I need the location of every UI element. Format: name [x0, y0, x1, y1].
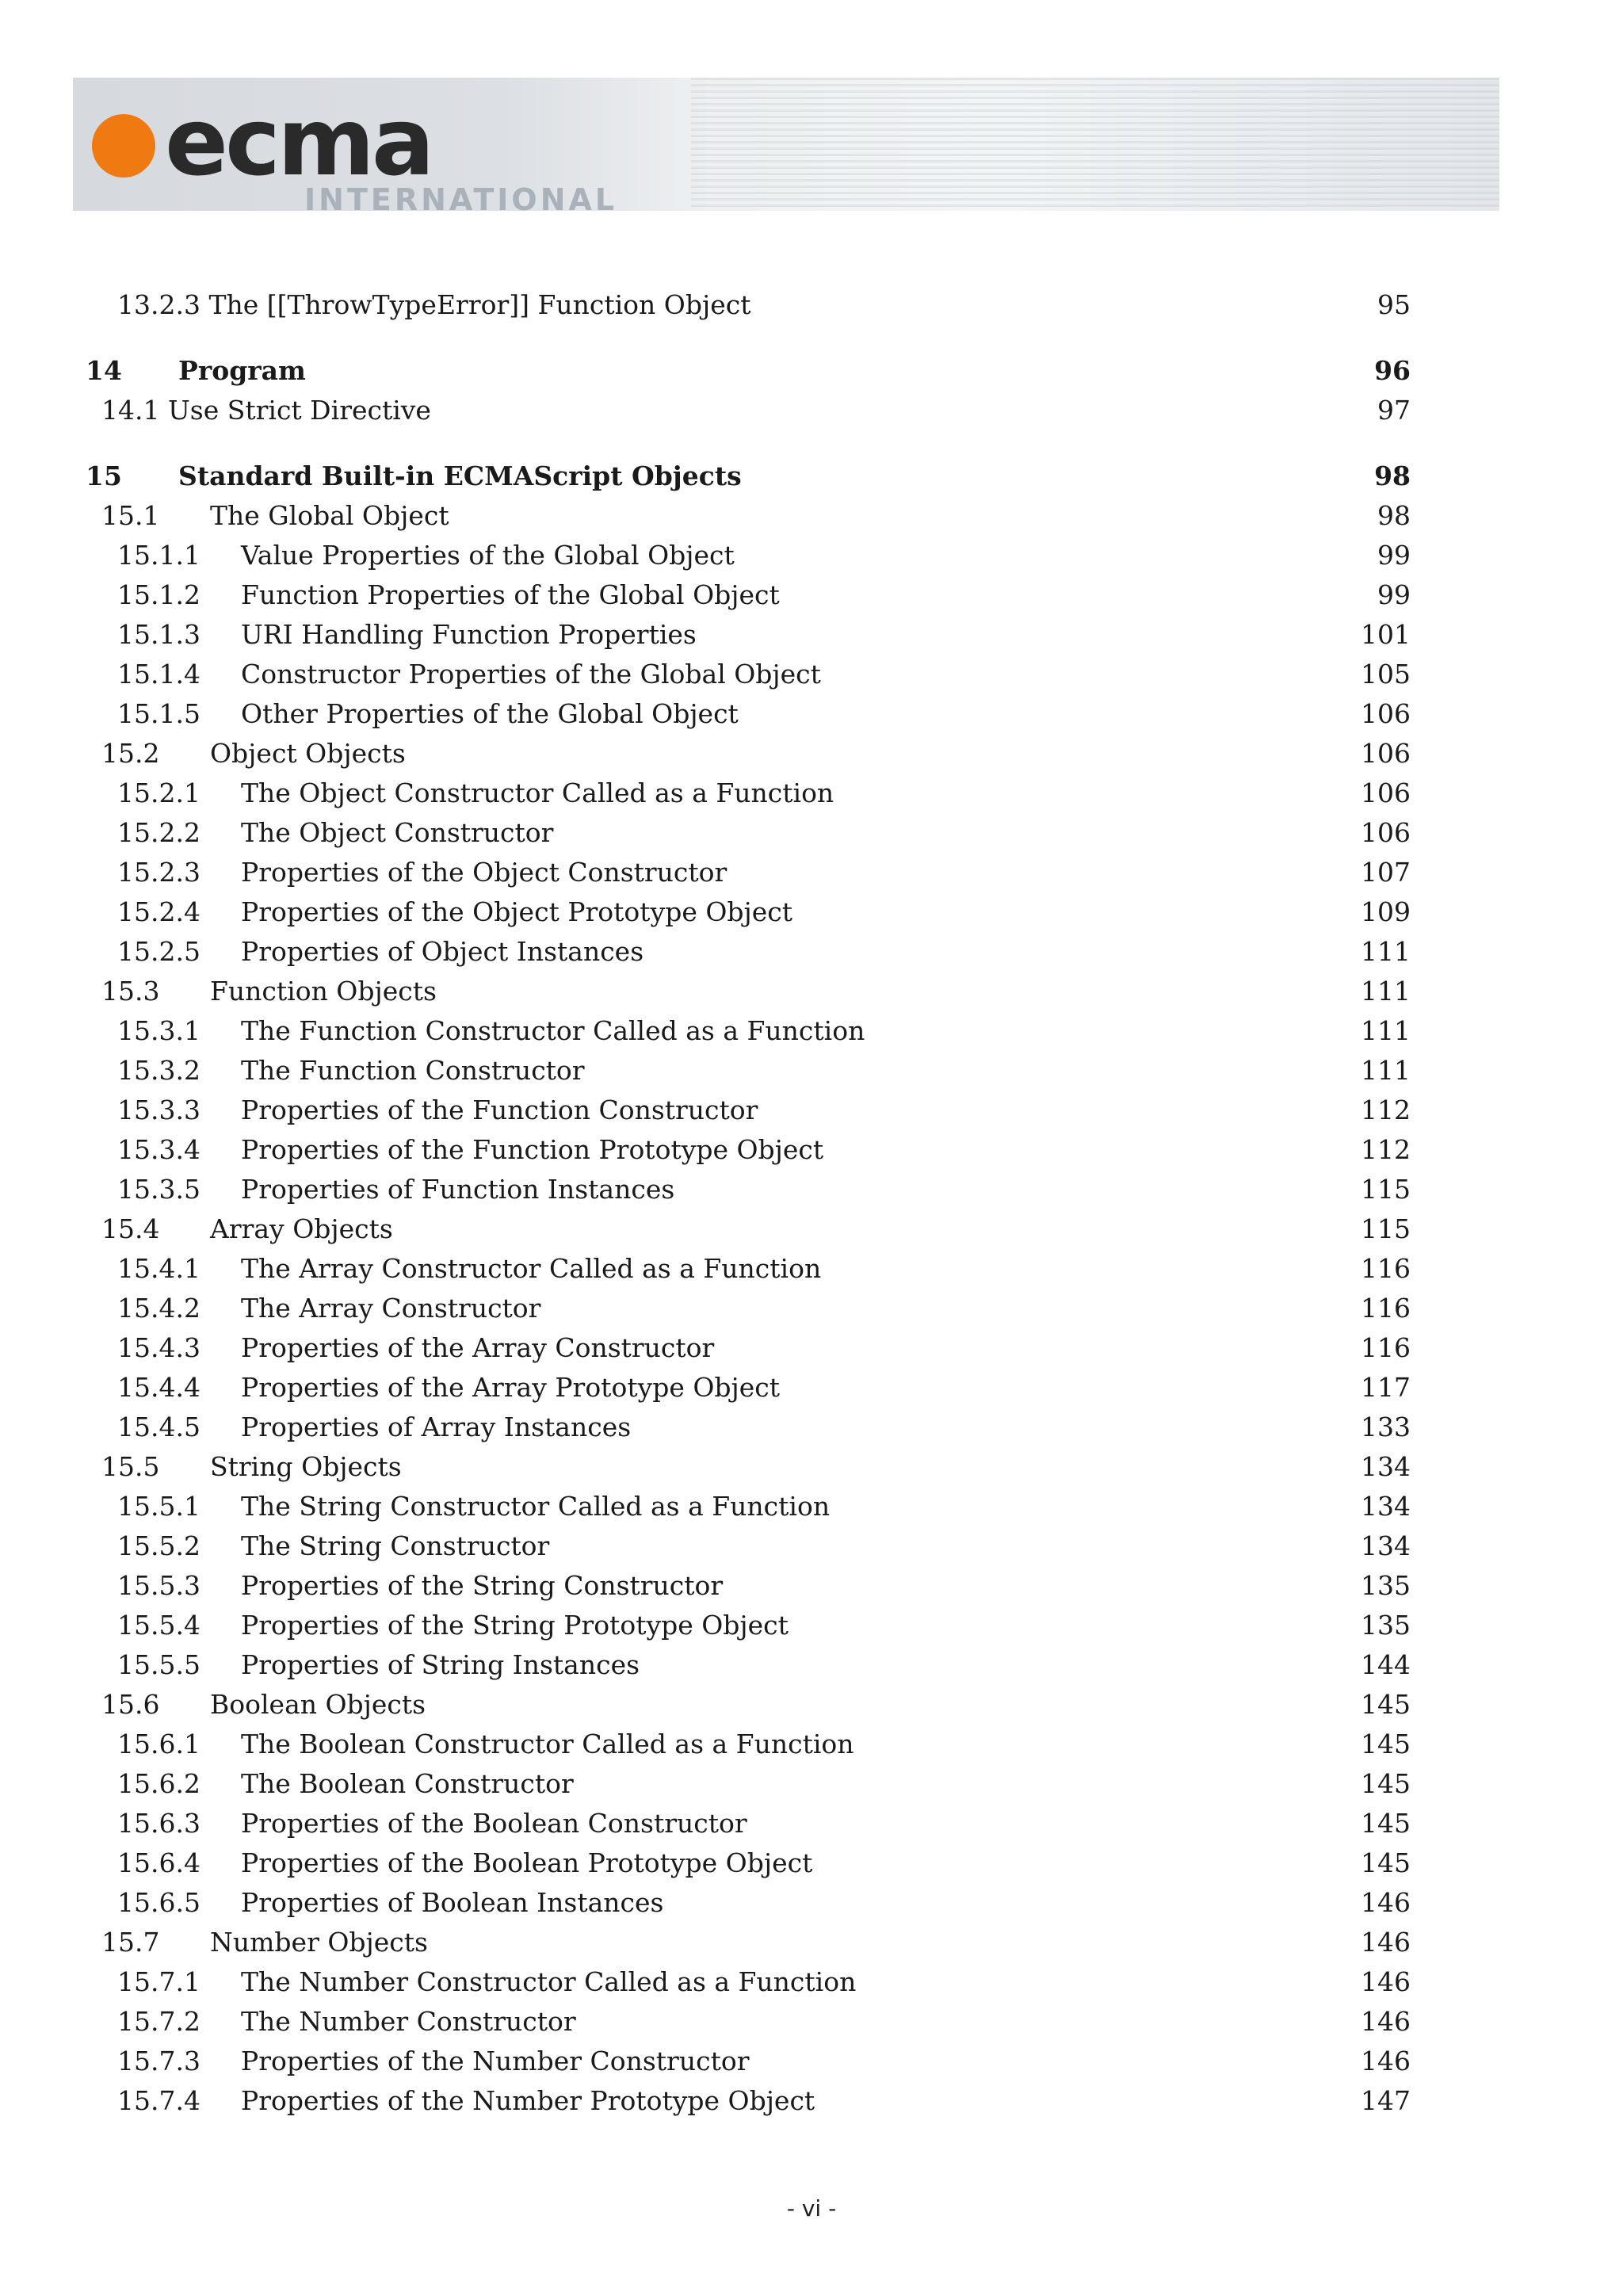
toc-page-number: 134: [1361, 1451, 1411, 1482]
toc-entry-row[interactable]: [0, 1289, 1623, 1328]
toc-section-title: Properties of the Boolean Constructor: [241, 1808, 747, 1839]
toc-section-title: Properties of the String Constructor: [241, 1570, 724, 1601]
toc-section-number: 15.6.2: [117, 1768, 200, 1799]
toc-section-title: Array Objects: [210, 1213, 393, 1244]
toc-section-number: 15.7.1: [117, 1966, 200, 1997]
toc-entry-row[interactable]: [0, 391, 1623, 430]
toc-section-title: The [[ThrowTypeError]] Function Object: [208, 289, 751, 320]
toc-section-title: Other Properties of the Global Object: [241, 698, 739, 729]
toc-section-number: 15.5.5: [117, 1649, 200, 1680]
toc-page-number: 101: [1361, 619, 1411, 650]
toc-section-title: The Number Constructor Called as a Function: [241, 1966, 857, 1997]
toc-entry-row[interactable]: [0, 774, 1623, 813]
toc-page-number: 106: [1361, 738, 1411, 769]
toc-page-number: 146: [1361, 1887, 1411, 1918]
toc-entry-row[interactable]: [0, 1566, 1623, 1606]
toc-entry-row[interactable]: [0, 1685, 1623, 1725]
toc-entry-row[interactable]: [0, 932, 1623, 972]
toc-entry-row[interactable]: [0, 1487, 1623, 1526]
logo-wordmark: ecma: [165, 87, 432, 197]
toc-entry-row[interactable]: [0, 892, 1623, 932]
toc-page-number: 116: [1361, 1293, 1411, 1324]
toc-section-title: The Array Constructor: [241, 1293, 541, 1324]
toc-entry-row[interactable]: [0, 1804, 1623, 1843]
toc-entry-row[interactable]: [0, 1883, 1623, 1923]
toc-section-title: Properties of the Number Prototype Object: [241, 2085, 815, 2116]
toc-entry-row[interactable]: [0, 1209, 1623, 1249]
toc-section-title: URI Handling Function Properties: [241, 619, 697, 650]
toc-section-title: Properties of Boolean Instances: [241, 1887, 664, 1918]
toc-entry-row[interactable]: [0, 1447, 1623, 1487]
toc-section-number: 15.4.4: [117, 1372, 200, 1403]
toc-page-number: 116: [1361, 1332, 1411, 1363]
toc-page-number: 146: [1361, 1966, 1411, 1997]
toc-section-number: 15.4.3: [117, 1332, 200, 1363]
toc-page-number: 115: [1361, 1213, 1411, 1244]
toc-section-number: 15.4.2: [117, 1293, 200, 1324]
toc-section-title: The Number Constructor: [241, 2006, 576, 2037]
toc-page-number: 135: [1361, 1570, 1411, 1601]
toc-section-number: 15: [86, 460, 122, 491]
toc-page-number: 134: [1361, 1530, 1411, 1561]
toc-section-number: 15.1: [101, 500, 160, 531]
toc-page-number: 112: [1361, 1134, 1411, 1165]
toc-section-title: The Array Constructor Called as a Function: [241, 1253, 822, 1284]
toc-section-title: Properties of the Array Constructor: [241, 1332, 715, 1363]
toc-section-title: Properties of Function Instances: [241, 1174, 675, 1205]
toc-section-number: 15.4.1: [117, 1253, 200, 1284]
toc-section-title: The String Constructor Called as a Function: [241, 1491, 831, 1522]
toc-entry-row[interactable]: [0, 1051, 1623, 1091]
toc-section-title: The String Constructor: [241, 1530, 550, 1561]
toc-section-title: The Function Constructor Called as a Function: [241, 1015, 865, 1046]
toc-entry-row[interactable]: [0, 615, 1623, 655]
toc-section-number: 15.3: [101, 976, 160, 1007]
toc-section-title: Properties of Object Instances: [241, 936, 644, 967]
toc-section-title: The Object Constructor Called as a Function: [241, 777, 834, 808]
toc-section-number: 15.1.3: [117, 619, 200, 650]
toc-section-number: 15.5: [101, 1451, 160, 1482]
toc-entry-row[interactable]: [0, 1368, 1623, 1408]
toc-section-number: 15.5.3: [117, 1570, 200, 1601]
toc-section-number: 15.7: [101, 1927, 160, 1958]
toc-section-title: String Objects: [210, 1451, 402, 1482]
toc-section-title: The Global Object: [210, 500, 449, 531]
toc-entry-row[interactable]: [0, 1962, 1623, 2002]
toc-page-number: 105: [1361, 659, 1411, 690]
toc-section-number: 13.2.3: [117, 289, 200, 320]
toc-page-number: 106: [1361, 698, 1411, 729]
toc-section-number: 15.4: [101, 1213, 160, 1244]
toc-entry-row[interactable]: [0, 1091, 1623, 1130]
page-number: - vi -: [786, 2195, 837, 2222]
toc-section-number: 15.5.1: [117, 1491, 200, 1522]
toc-entry-row[interactable]: [0, 2002, 1623, 2042]
toc-section-number: 15.4.5: [117, 1412, 200, 1442]
toc-page-number: 117: [1361, 1372, 1411, 1403]
toc-page-number: 116: [1361, 1253, 1411, 1284]
toc-page-number: 145: [1361, 1847, 1411, 1878]
toc-entry-row[interactable]: [0, 694, 1623, 734]
toc-page-number: 144: [1361, 1649, 1411, 1680]
toc-section-number: 15.3.3: [117, 1095, 200, 1125]
toc-page-number: 99: [1377, 540, 1411, 571]
toc-section-title: Program: [178, 355, 306, 386]
toc-page-number: 98: [1377, 500, 1411, 531]
toc-section-title: The Boolean Constructor Called as a Function: [241, 1729, 854, 1759]
toc-page-number: 98: [1374, 460, 1411, 491]
toc-page-number: 145: [1361, 1729, 1411, 1759]
toc-section-number: 15.2.5: [117, 936, 200, 967]
toc-page-number: 112: [1361, 1095, 1411, 1125]
toc-entry-row[interactable]: [0, 734, 1623, 774]
toc-section-number: 15.3.4: [117, 1134, 200, 1165]
toc-section-number: 15.7.2: [117, 2006, 200, 2037]
toc-section-number: 15.2.2: [117, 817, 200, 848]
toc-page-number: 145: [1361, 1768, 1411, 1799]
toc-section-number: 15.3.5: [117, 1174, 200, 1205]
toc-section-title: Properties of the Array Prototype Object: [241, 1372, 781, 1403]
toc-page-number: 106: [1361, 777, 1411, 808]
toc-page-number: 133: [1361, 1412, 1411, 1442]
toc-section-number: 15.1.2: [117, 579, 200, 610]
toc-entry-row[interactable]: [0, 1526, 1623, 1566]
toc-entry-row[interactable]: [0, 1764, 1623, 1804]
toc-page-number: 107: [1361, 857, 1411, 888]
toc-entry-row[interactable]: [0, 575, 1623, 615]
toc-section-number: 15.3.1: [117, 1015, 200, 1046]
toc-section-title: Object Objects: [210, 738, 406, 769]
toc-entry-row[interactable]: [0, 655, 1623, 694]
toc-section-number: 15.2: [101, 738, 160, 769]
toc-entry-row[interactable]: [0, 1170, 1623, 1209]
toc-entry-row[interactable]: [0, 1130, 1623, 1170]
toc-entry-row[interactable]: [0, 1328, 1623, 1368]
toc-section-number: 15.3.2: [117, 1055, 200, 1086]
toc-page-number: 145: [1361, 1689, 1411, 1720]
toc-page-number: 145: [1361, 1808, 1411, 1839]
toc-page-number: 135: [1361, 1610, 1411, 1641]
toc-section-title: Number Objects: [210, 1927, 428, 1958]
toc-section-number: 15.6: [101, 1689, 160, 1720]
toc-section-title: Properties of the Boolean Prototype Object: [241, 1847, 813, 1878]
header-stripes: [691, 78, 1499, 211]
toc-entry-row[interactable]: [0, 496, 1623, 536]
toc-section-number: 15.1.1: [117, 540, 200, 571]
toc-section-title: Properties of String Instances: [241, 1649, 640, 1680]
toc-page-number: 109: [1361, 896, 1411, 927]
toc-page-number: 99: [1377, 579, 1411, 610]
toc-section-title: Constructor Properties of the Global Object: [241, 659, 821, 690]
toc-entry-row[interactable]: [0, 1249, 1623, 1289]
toc-page-number: 111: [1361, 1015, 1411, 1046]
toc-page-number: 146: [1361, 2046, 1411, 2076]
logo-subtitle: INTERNATIONAL: [304, 182, 618, 217]
toc-page-number: 96: [1374, 355, 1411, 386]
toc-entry-row[interactable]: [0, 285, 1623, 325]
toc-section-title: Boolean Objects: [210, 1689, 426, 1720]
toc-section-number: 15.5.4: [117, 1610, 200, 1641]
toc-section-number: 15.7.3: [117, 2046, 200, 2076]
toc-entry-row[interactable]: [0, 1645, 1623, 1685]
toc-entry-row[interactable]: [0, 853, 1623, 892]
toc-section-title: Properties of the String Prototype Object: [241, 1610, 789, 1641]
toc-section-title: Value Properties of the Global Object: [241, 540, 735, 571]
toc-page-number: 111: [1361, 936, 1411, 967]
logo-orange-dot: [92, 114, 155, 178]
toc-section-title: Standard Built-in ECMAScript Objects: [178, 460, 742, 491]
toc-section-number: 15.6.1: [117, 1729, 200, 1759]
toc-page-number: 97: [1377, 395, 1411, 426]
toc-page-number: 146: [1361, 2006, 1411, 2037]
toc-entry-row[interactable]: [0, 2081, 1623, 2121]
toc-page-number: 147: [1361, 2085, 1411, 2116]
toc-chapter-row[interactable]: [0, 351, 1623, 391]
toc-entry-row[interactable]: [0, 972, 1623, 1011]
toc-section-number: 15.2.3: [117, 857, 200, 888]
toc-section-title: Properties of the Function Prototype Object: [241, 1134, 824, 1165]
toc-entry-row[interactable]: [0, 1011, 1623, 1051]
toc-section-number: 15.1.5: [117, 698, 200, 729]
toc-section-number: 14: [86, 355, 122, 386]
table-of-contents: [0, 285, 1623, 2121]
toc-entry-row[interactable]: [0, 813, 1623, 853]
toc-page-number: 115: [1361, 1174, 1411, 1205]
toc-page-number: 95: [1377, 289, 1411, 320]
toc-section-title: Properties of Array Instances: [241, 1412, 632, 1442]
toc-section-title: Function Properties of the Global Object: [241, 579, 780, 610]
toc-section-title: Properties of the Number Constructor: [241, 2046, 750, 2076]
toc-section-title: The Function Constructor: [241, 1055, 585, 1086]
toc-section-number: 15.7.4: [117, 2085, 200, 2116]
toc-section-title: Function Objects: [210, 976, 437, 1007]
toc-entry-row[interactable]: [0, 1843, 1623, 1883]
toc-entry-row[interactable]: [0, 536, 1623, 575]
toc-section-number: 15.6.3: [117, 1808, 200, 1839]
toc-section-number: 15.2.4: [117, 896, 200, 927]
toc-page-number: 106: [1361, 817, 1411, 848]
toc-section-number: 14.1: [101, 395, 160, 426]
toc-page-number: 146: [1361, 1927, 1411, 1958]
toc-section-number: 15.6.5: [117, 1887, 200, 1918]
toc-section-title: Properties of the Object Constructor: [241, 857, 727, 888]
toc-entry-row[interactable]: [0, 1923, 1623, 1962]
toc-entry-row[interactable]: [0, 1606, 1623, 1645]
toc-section-title: Properties of the Object Prototype Object: [241, 896, 793, 927]
toc-page-number: 111: [1361, 976, 1411, 1007]
toc-chapter-row[interactable]: [0, 457, 1623, 496]
toc-section-number: 15.6.4: [117, 1847, 200, 1878]
toc-section-title: Properties of the Function Constructor: [241, 1095, 758, 1125]
toc-section-number: 15.5.2: [117, 1530, 200, 1561]
toc-section-number: 15.1.4: [117, 659, 200, 690]
toc-entry-row[interactable]: [0, 2042, 1623, 2081]
toc-section-title: The Object Constructor: [241, 817, 554, 848]
toc-entry-row[interactable]: [0, 1408, 1623, 1447]
toc-section-title: The Boolean Constructor: [241, 1768, 574, 1799]
toc-section-number: 15.2.1: [117, 777, 200, 808]
toc-page-number: 111: [1361, 1055, 1411, 1086]
toc-section-title: Use Strict Directive: [167, 395, 431, 426]
toc-entry-row[interactable]: [0, 1725, 1623, 1764]
toc-page-number: 134: [1361, 1491, 1411, 1522]
